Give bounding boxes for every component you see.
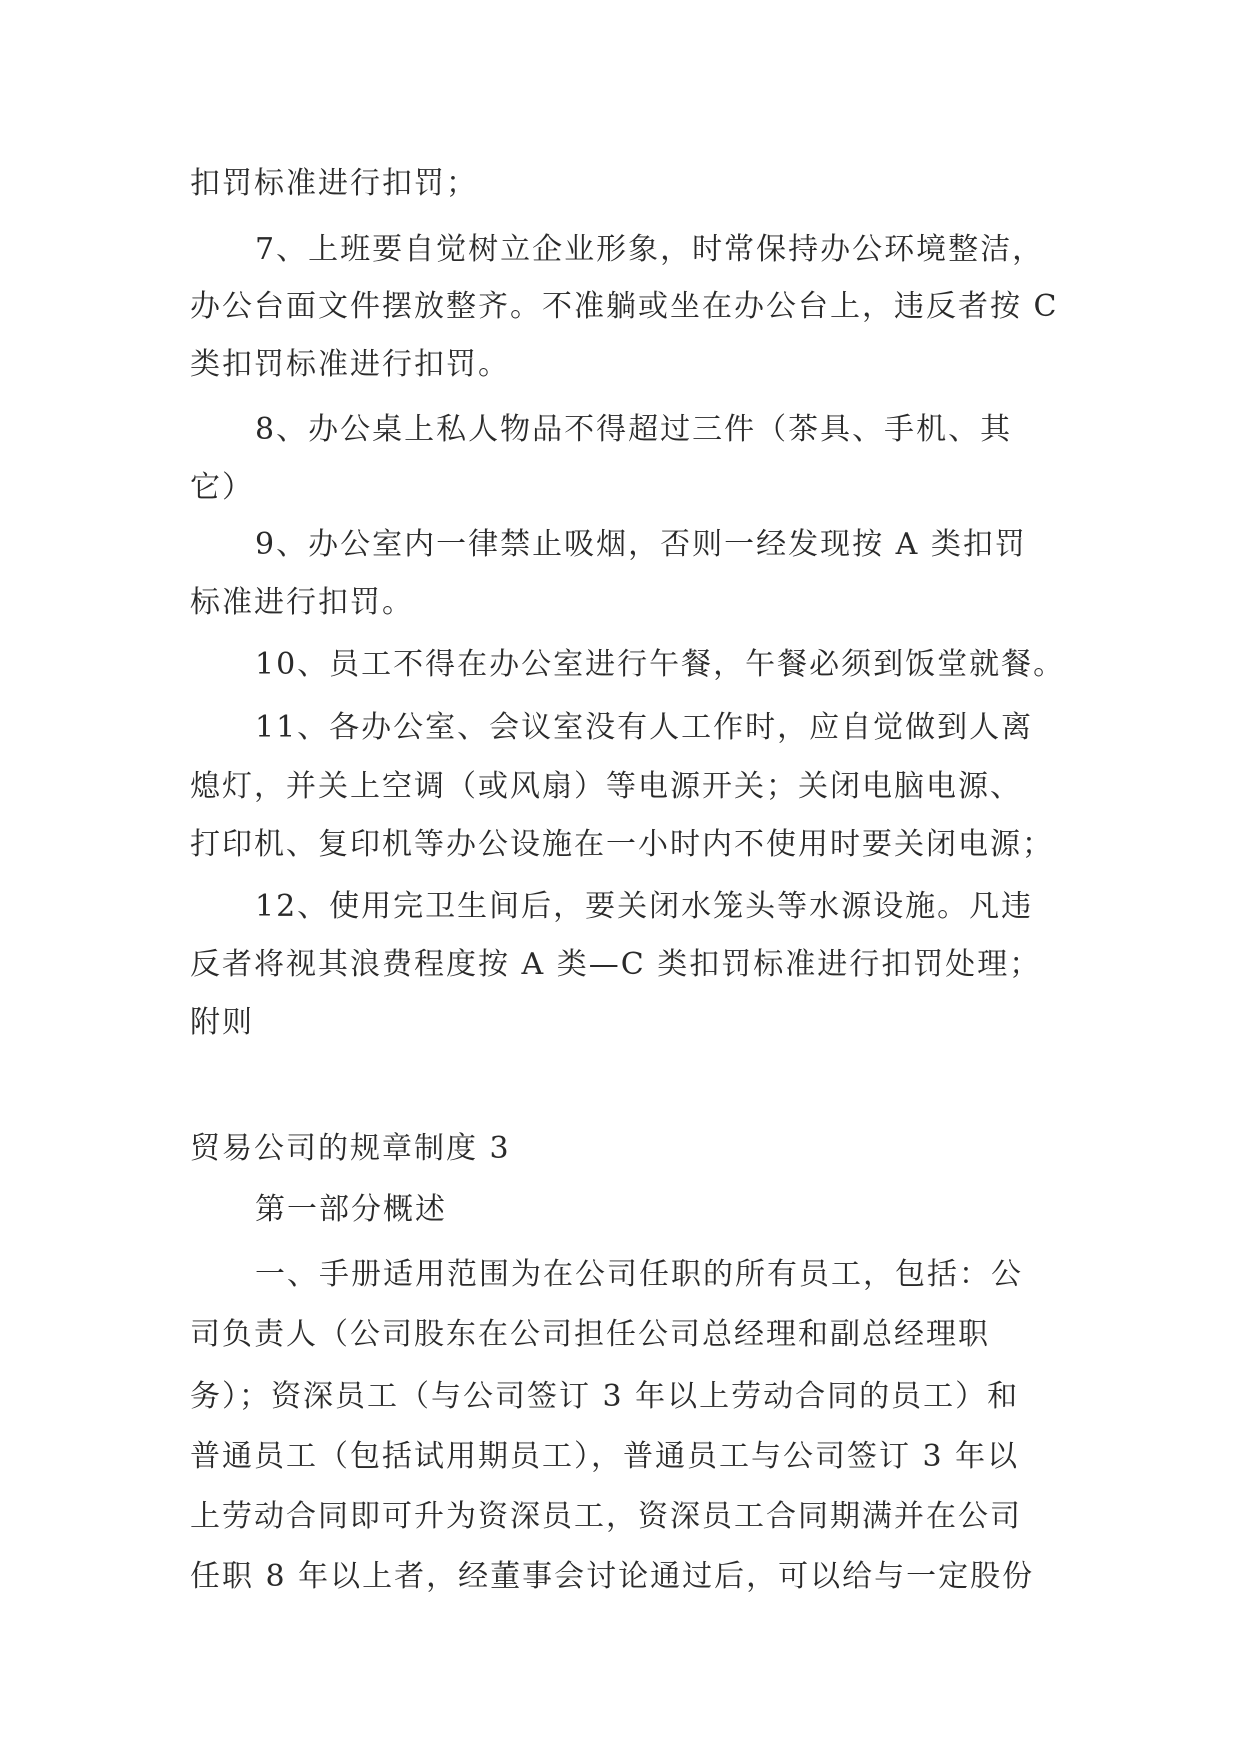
- text-line: 7、上班要自觉树立企业形象，时常保持办公环境整洁，: [255, 232, 1045, 267]
- text-line: 反者将视其浪费程度按 A 类—C 类扣罚标准进行扣罚处理；: [190, 947, 1042, 982]
- text-line: 12、使用完卫生间后，要关闭水笼头等水源设施。凡违: [255, 889, 1034, 924]
- text-line: 熄灯，并关上空调（或风扇）等电源开关；关闭电脑电源、: [190, 769, 1022, 804]
- section-heading: 第一部分概述: [255, 1192, 447, 1227]
- text-line: 打印机、复印机等办公设施在一小时内不使用时要关闭电源；: [190, 827, 1054, 862]
- text-line: 扣罚标准进行扣罚；: [190, 166, 478, 201]
- text-line: 8、办公桌上私人物品不得超过三件（茶具、手机、其: [255, 412, 1013, 447]
- text-line: 普通员工（包括试用期员工），普通员工与公司签订 3 年以: [190, 1439, 1020, 1474]
- text-line: 它）: [190, 470, 254, 505]
- text-line: 上劳动合同即可升为资深员工，资深员工合同期满并在公司: [190, 1499, 1022, 1534]
- text-line: 务）；资深员工（与公司签订 3 年以上劳动合同的员工）和: [190, 1379, 1020, 1414]
- text-line: 类扣罚标准进行扣罚。: [190, 347, 510, 382]
- text-line: 任职 8 年以上者，经董事会讨论通过后，可以给与一定股份: [190, 1559, 1035, 1594]
- text-line: 办公台面文件摆放整齐。不准躺或坐在办公台上，违反者按 C: [190, 289, 1059, 324]
- section-title: 贸易公司的规章制度 3: [190, 1131, 511, 1166]
- text-line: 标准进行扣罚。: [190, 585, 414, 620]
- text-line: 11、各办公室、会议室没有人工作时，应自觉做到人离: [255, 710, 1034, 745]
- text-line: 司负责人（公司股东在公司担任公司总经理和副总经理职: [190, 1317, 990, 1352]
- text-line: 9、办公室内一律禁止吸烟，否则一经发现按 A 类扣罚: [255, 527, 1027, 562]
- text-line: 附则: [190, 1005, 254, 1040]
- text-line: 一、手册适用范围为在公司任职的所有员工，包括：公: [255, 1257, 1023, 1292]
- text-line: 10、员工不得在办公室进行午餐，午餐必须到饭堂就餐。: [255, 647, 1066, 682]
